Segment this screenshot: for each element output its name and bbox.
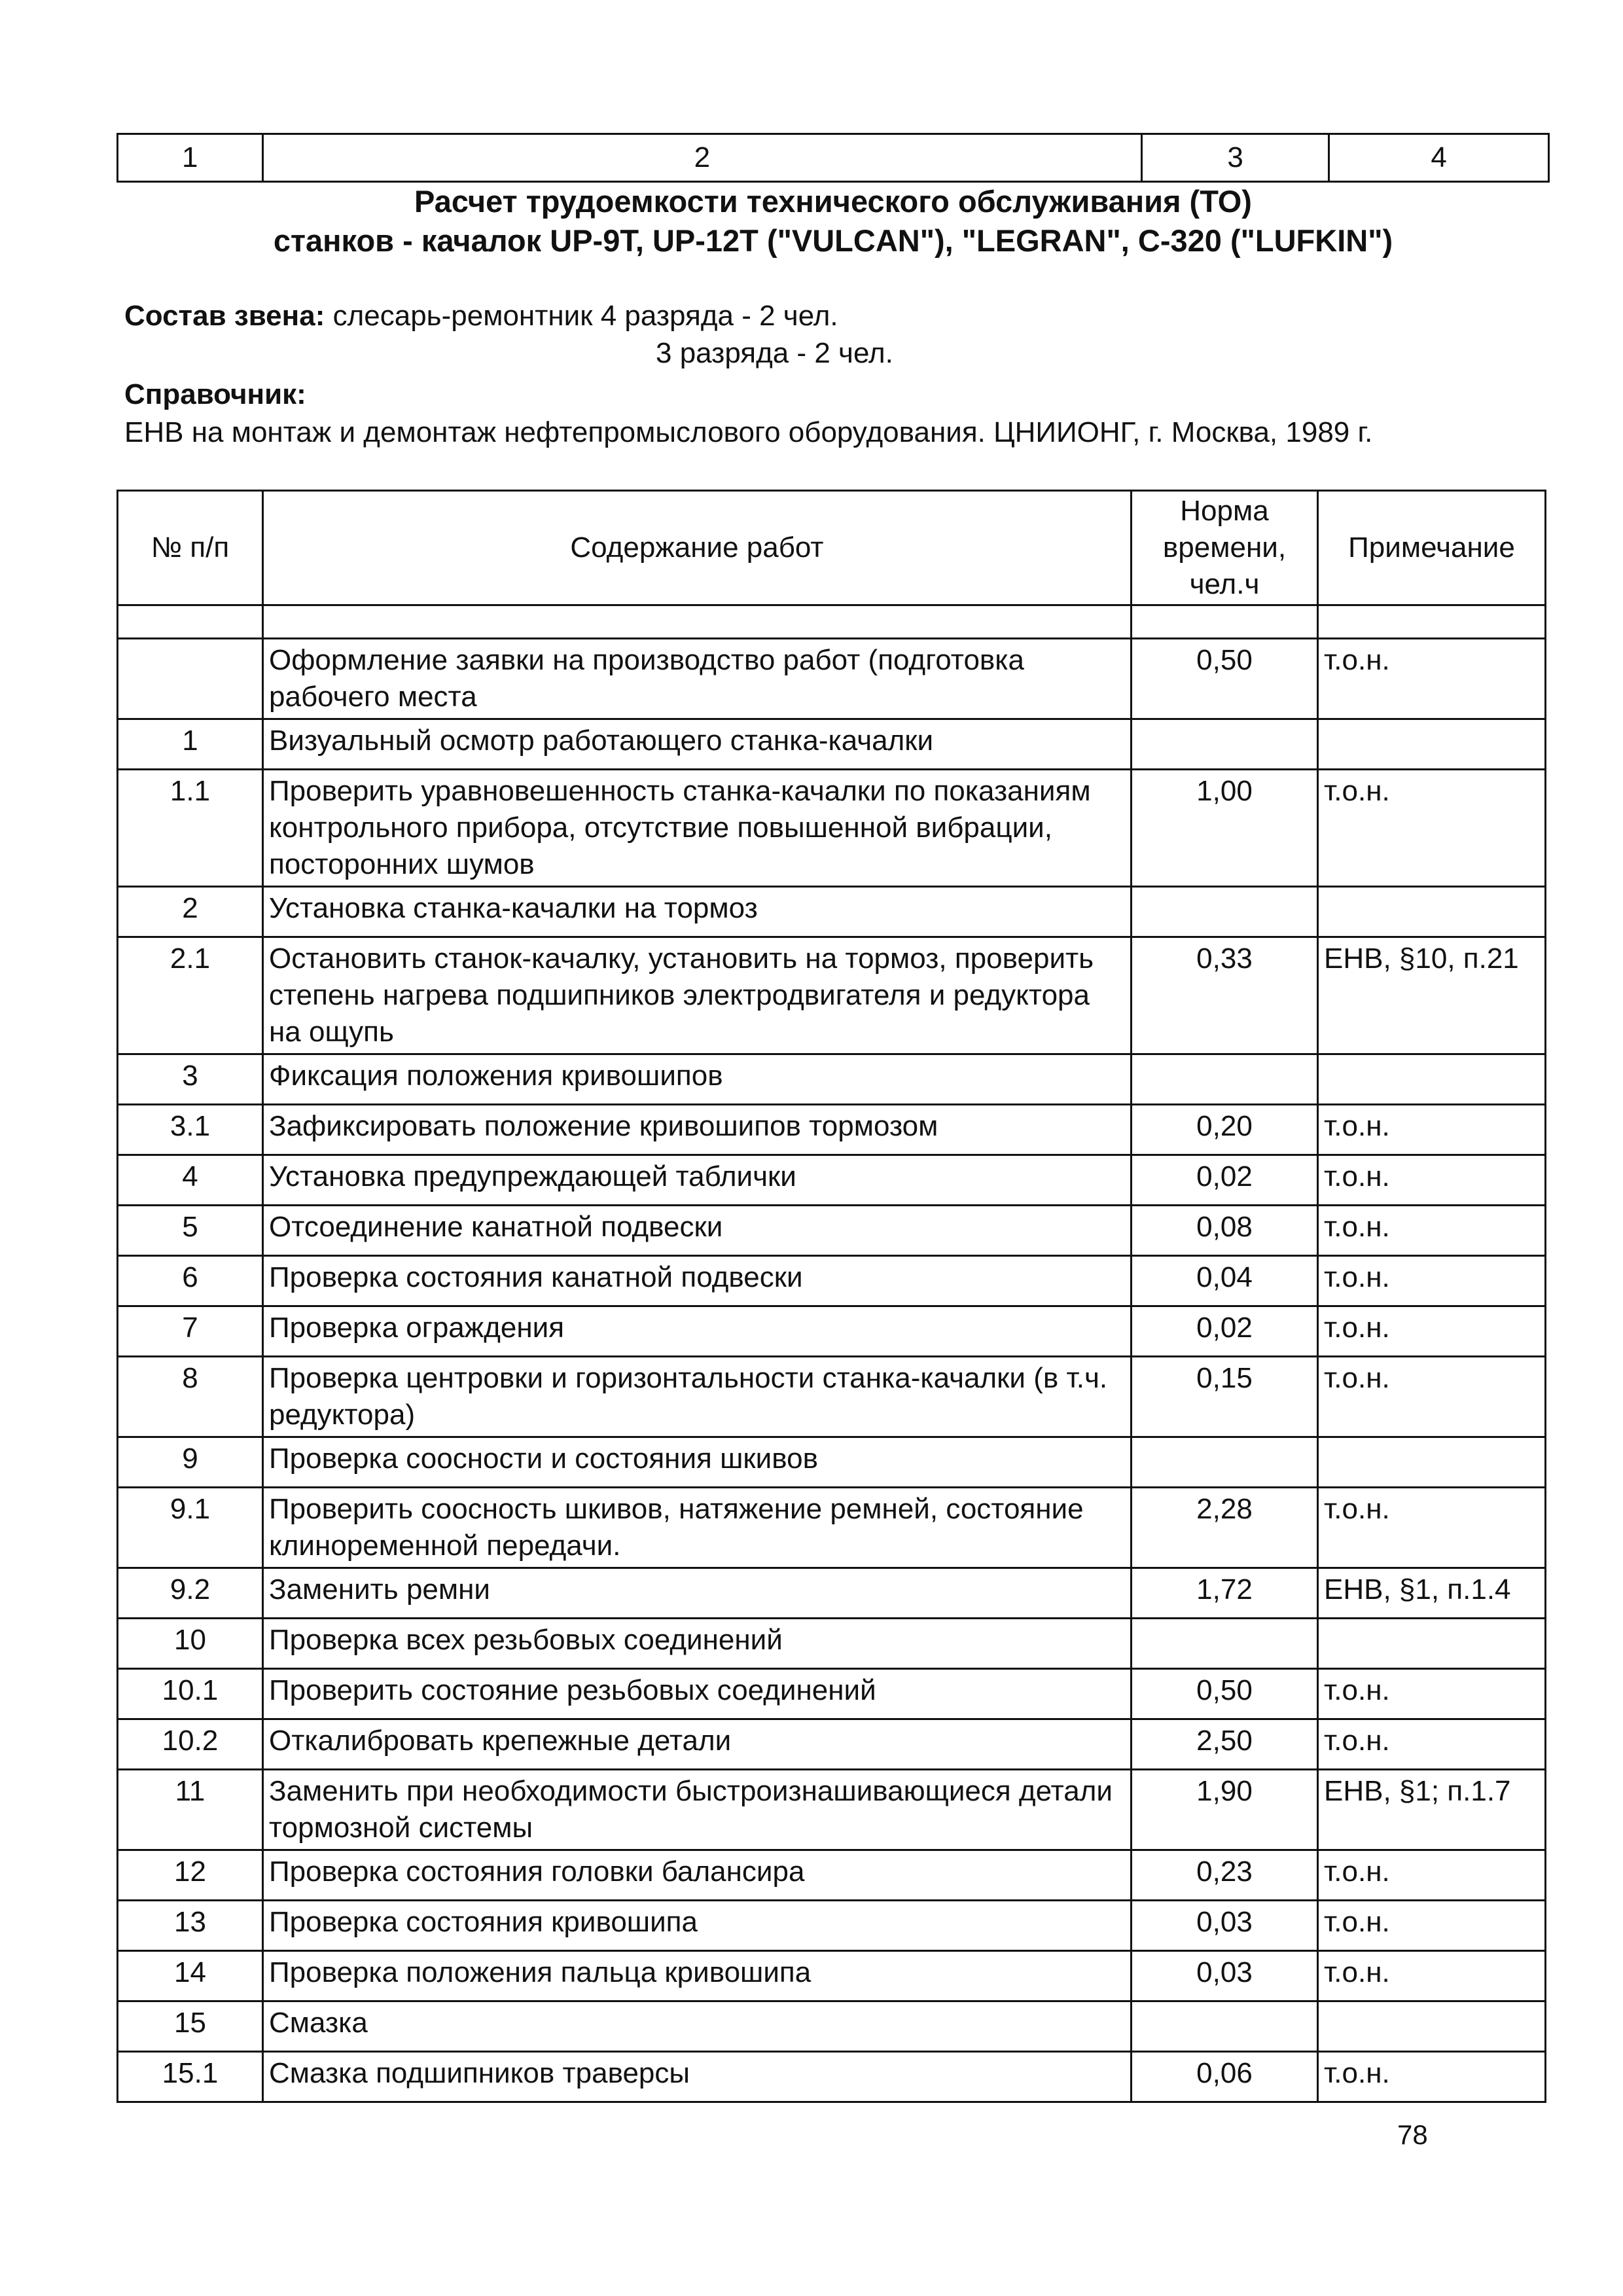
table-row [118, 1155, 1546, 1206]
row-number: 15 [118, 2001, 263, 2052]
row-content: Зафиксировать положение кривошипов тормозом [263, 1105, 1132, 1155]
header-norm: Норма времени, чел.ч [1132, 491, 1318, 605]
table-row [118, 1951, 1546, 2001]
row-norm [1132, 1619, 1318, 1669]
row-note: т.о.н. [1318, 639, 1546, 719]
row-content: Смазка [263, 2001, 1132, 2052]
row-note: т.о.н. [1318, 1901, 1546, 1951]
row-norm: 1,90 [1132, 1770, 1318, 1850]
row-content: Установка станка-качалки на тормоз [263, 887, 1132, 937]
table-row [118, 1850, 1546, 1901]
crew-line-1: слесарь-ремонтник 4 разряда - 2 чел. [325, 300, 838, 332]
row-norm: 0,04 [1132, 1256, 1318, 1306]
row-norm: 0,02 [1132, 1155, 1318, 1206]
row-norm: 1,72 [1132, 1568, 1318, 1619]
table-row [118, 1054, 1546, 1105]
table-row [118, 770, 1546, 887]
row-content: Проверка соосности и состояния шкивов [263, 1437, 1132, 1488]
row-content: Визуальный осмотр работающего станка-качалки [263, 719, 1132, 770]
table-row [118, 639, 1546, 719]
spacer-cell [263, 605, 1132, 639]
row-norm: 0,02 [1132, 1306, 1318, 1357]
row-note: т.о.н. [1318, 1719, 1546, 1770]
table-row [118, 1306, 1546, 1357]
row-note [1318, 719, 1546, 770]
row-number: 4 [118, 1155, 263, 1206]
header-num: № п/п [118, 491, 263, 605]
row-note: т.о.н. [1318, 1951, 1546, 2001]
row-note: т.о.н. [1318, 1669, 1546, 1719]
row-number: 10.2 [118, 1719, 263, 1770]
row-norm: 1,00 [1132, 770, 1318, 887]
row-number: 9.2 [118, 1568, 263, 1619]
row-content: Заменить при необходимости быстроизнашивающиеся детали тормозной системы [263, 1770, 1132, 1850]
row-norm: 0,15 [1132, 1357, 1318, 1437]
row-number: 3 [118, 1054, 263, 1105]
row-number: 2.1 [118, 937, 263, 1054]
table-spacer-row [118, 605, 1546, 639]
table-row [118, 1568, 1546, 1619]
table-row [118, 1901, 1546, 1951]
row-norm [1132, 1437, 1318, 1488]
table-row [118, 719, 1546, 770]
row-note: т.о.н. [1318, 770, 1546, 887]
crew-line [124, 298, 838, 334]
page-number: 78 [1397, 2119, 1428, 2150]
row-number: 7 [118, 1306, 263, 1357]
row-note [1318, 1619, 1546, 1669]
row-content: Отсоединение канатной подвески [263, 1206, 1132, 1256]
table-row [118, 2001, 1546, 2052]
reference-text: ЕНВ на монтаж и демонтаж нефтепромыслового оборудования. ЦНИИОНГ, г. Москва, 1989 г. [124, 416, 1373, 448]
row-note [1318, 1437, 1546, 1488]
row-norm: 2,28 [1132, 1488, 1318, 1568]
row-norm [1132, 719, 1318, 770]
row-number: 10.1 [118, 1669, 263, 1719]
row-norm: 2,50 [1132, 1719, 1318, 1770]
row-number: 1.1 [118, 770, 263, 887]
row-content: Заменить ремни [263, 1568, 1132, 1619]
row-note: т.о.н. [1318, 1256, 1546, 1306]
row-number: 6 [118, 1256, 263, 1306]
spacer-cell [1132, 605, 1318, 639]
row-number: 8 [118, 1357, 263, 1437]
work-norms-table [116, 490, 1546, 2103]
row-norm [1132, 887, 1318, 937]
crew-line-2: 3 разряда - 2 чел. [656, 337, 893, 369]
row-note: ЕНВ, §1, п.1.4 [1318, 1568, 1546, 1619]
row-norm: 0,23 [1132, 1850, 1318, 1901]
table-row [118, 1256, 1546, 1306]
row-note: т.о.н. [1318, 1105, 1546, 1155]
row-content: Проверить состояние резьбовых соединений [263, 1669, 1132, 1719]
row-norm: 0,06 [1132, 2052, 1318, 2102]
row-note: т.о.н. [1318, 2052, 1546, 2102]
row-number: 11 [118, 1770, 263, 1850]
row-number: 15.1 [118, 2052, 263, 2102]
row-number: 3.1 [118, 1105, 263, 1155]
row-content: Проверка состояния канатной подвески [263, 1256, 1132, 1306]
row-number: 5 [118, 1206, 263, 1256]
row-content: Остановить станок-качалку, установить на тормоз, проверить степень нагрева подшипников электродвигателя и редуктора на ощупь [263, 937, 1132, 1054]
row-number: 9.1 [118, 1488, 263, 1568]
reference-label: Справочник: [124, 378, 306, 410]
row-norm: 0,50 [1132, 1669, 1318, 1719]
row-content: Проверка ограждения [263, 1306, 1132, 1357]
row-content: Фиксация положения кривошипов [263, 1054, 1132, 1105]
column-number-3: 3 [1142, 134, 1329, 182]
document-title-line-2: станков - качалок UP-9T, UP-12T ("VULCAN"), "LEGRAN", C-320 ("LUFKIN") [273, 223, 1393, 258]
row-content: Смазка подшипников траверсы [263, 2052, 1132, 2102]
row-number: 14 [118, 1951, 263, 2001]
table-header-row [118, 491, 1546, 605]
row-number: 10 [118, 1619, 263, 1669]
table-row [118, 1619, 1546, 1669]
table-row [118, 1105, 1546, 1155]
row-note: т.о.н. [1318, 1850, 1546, 1901]
row-norm: 0,50 [1132, 639, 1318, 719]
row-note: т.о.н. [1318, 1155, 1546, 1206]
table-row [118, 1488, 1546, 1568]
row-content: Проверка положения пальца кривошипа [263, 1951, 1132, 2001]
row-norm: 0,03 [1132, 1951, 1318, 2001]
row-note [1318, 887, 1546, 937]
spacer-cell [1318, 605, 1546, 639]
row-note: т.о.н. [1318, 1357, 1546, 1437]
row-note [1318, 2001, 1546, 2052]
row-note: т.о.н. [1318, 1206, 1546, 1256]
table-row [118, 1437, 1546, 1488]
row-note: ЕНВ, §10, п.21 [1318, 937, 1546, 1054]
row-content: Проверить соосность шкивов, натяжение ремней, состояние клиноременной передачи. [263, 1488, 1132, 1568]
spacer-cell [118, 605, 263, 639]
row-norm: 0,03 [1132, 1901, 1318, 1951]
row-note: т.о.н. [1318, 1488, 1546, 1568]
table-row [118, 887, 1546, 937]
row-number [118, 639, 263, 719]
row-number: 9 [118, 1437, 263, 1488]
table-row [118, 1357, 1546, 1437]
row-content: Проверка состояния кривошипа [263, 1901, 1132, 1951]
row-content: Проверка состояния головки балансира [263, 1850, 1132, 1901]
row-number: 2 [118, 887, 263, 937]
row-number: 13 [118, 1901, 263, 1951]
header-note: Примечание [1318, 491, 1546, 605]
row-content: Оформление заявки на производство работ (подготовка рабочего места [263, 639, 1132, 719]
table-row [118, 937, 1546, 1054]
row-content: Установка предупреждающей таблички [263, 1155, 1132, 1206]
column-number-2: 2 [262, 134, 1141, 182]
row-content: Откалибровать крепежные детали [263, 1719, 1132, 1770]
row-number: 1 [118, 719, 263, 770]
table-row [118, 2052, 1546, 2102]
row-norm: 0,20 [1132, 1105, 1318, 1155]
row-note: т.о.н. [1318, 1306, 1546, 1357]
table-row [118, 1669, 1546, 1719]
row-norm: 0,08 [1132, 1206, 1318, 1256]
column-number-strip [116, 133, 1550, 183]
row-content: Проверка всех резьбовых соединений [263, 1619, 1132, 1669]
row-note [1318, 1054, 1546, 1105]
table-row [118, 1206, 1546, 1256]
row-note: ЕНВ, §1; п.1.7 [1318, 1770, 1546, 1850]
table-row [118, 1770, 1546, 1850]
row-norm: 0,33 [1132, 937, 1318, 1054]
row-content: Проверить уравновешенность станка-качалки по показаниям контрольного прибора, отсутствие повышенной вибрации, посторонних шумов [263, 770, 1132, 887]
column-number-4: 4 [1329, 134, 1549, 182]
row-norm [1132, 2001, 1318, 2052]
table-row [118, 1719, 1546, 1770]
crew-label: Состав звена: [124, 300, 325, 332]
row-content: Проверка центровки и горизонтальности станка-качалки (в т.ч. редуктора) [263, 1357, 1132, 1437]
document-title-line-1: Расчет трудоемкости технического обслуживания (ТО) [414, 184, 1252, 219]
row-number: 12 [118, 1850, 263, 1901]
header-content: Содержание работ [263, 491, 1132, 605]
row-norm [1132, 1054, 1318, 1105]
column-number-1: 1 [118, 134, 263, 182]
